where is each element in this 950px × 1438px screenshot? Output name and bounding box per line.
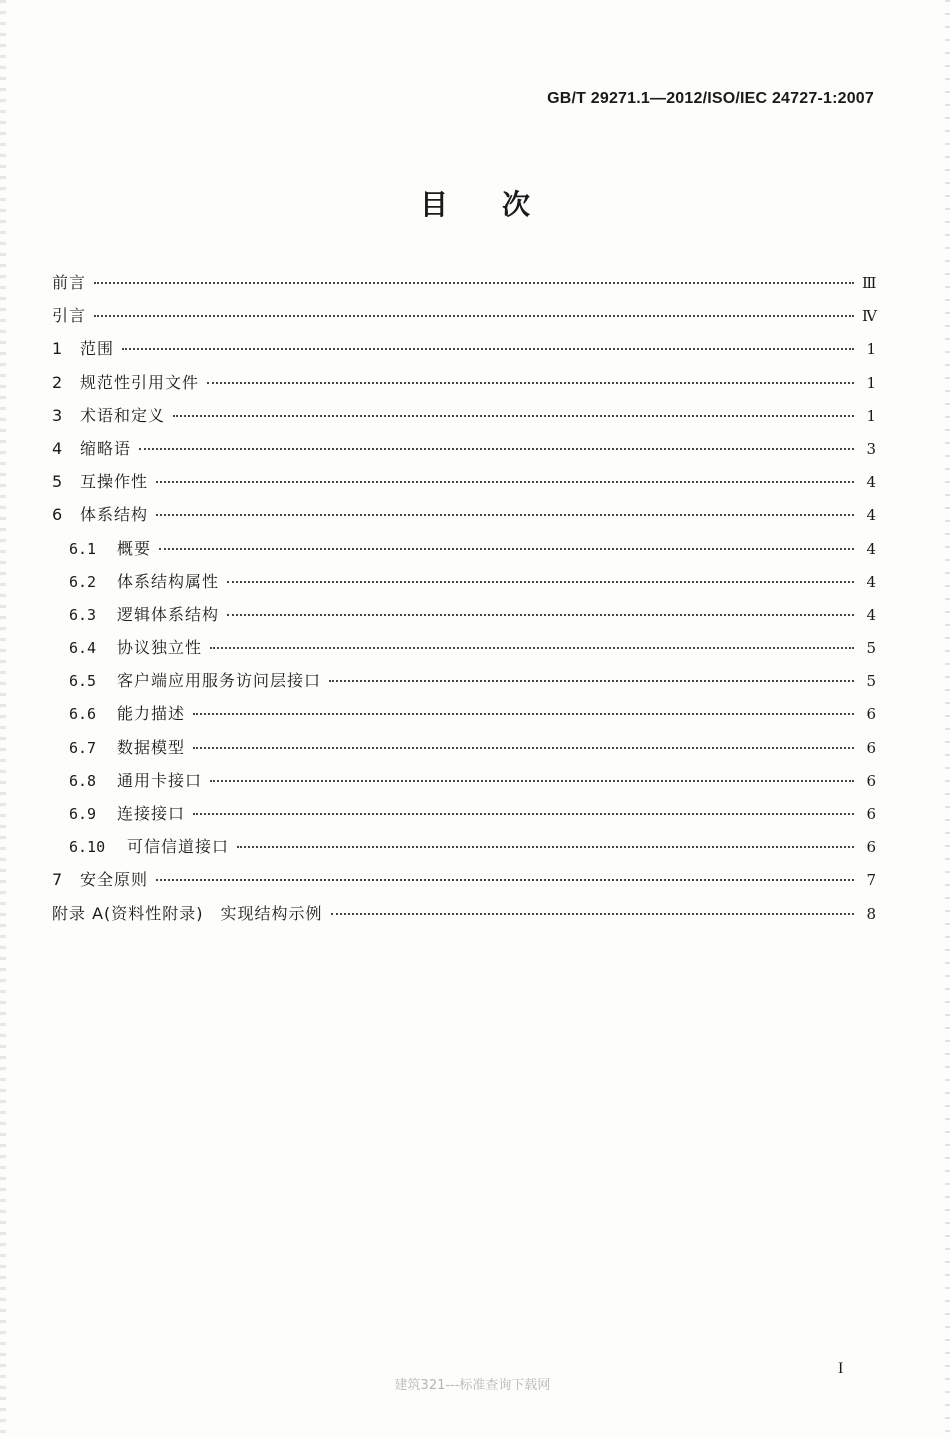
toc-entry-number: 6.1 (69, 539, 97, 558)
toc-entry-title: 逻辑体系结构 (117, 604, 220, 624)
toc-entry-number: 7 (52, 870, 63, 890)
toc-entry-number: 6.8 (69, 771, 97, 790)
dot-leader (159, 547, 854, 550)
toc-entry[interactable] (52, 436, 876, 469)
toc-entry-title: 能力描述 (117, 704, 186, 724)
toc-entry[interactable] (52, 536, 876, 569)
dot-leader (94, 281, 854, 284)
toc-entry-title: 通用卡接口 (117, 770, 203, 790)
dot-leader (207, 381, 854, 384)
toc-entry[interactable] (52, 701, 876, 734)
toc-entry-title: 互操作性 (80, 472, 149, 492)
dot-leader (331, 912, 854, 915)
toc-entry-page: 1 (866, 373, 876, 392)
toc-entry-page: 3 (866, 439, 876, 458)
toc-entry-title: 可信信道接口 (127, 837, 230, 857)
toc-entry[interactable] (52, 668, 876, 701)
dot-leader (94, 314, 854, 317)
dot-leader (193, 746, 854, 749)
toc-entry[interactable] (52, 336, 876, 369)
toc-entry-title: 前言 (52, 273, 87, 292)
toc-entry-title: 附录 A(资料性附录) 实现结构示例 (52, 903, 323, 923)
toc-entry-number: 6.9 (69, 805, 97, 823)
dot-leader (210, 779, 854, 782)
toc-entry-page: 6 (866, 771, 876, 790)
page-number: I (838, 1360, 844, 1377)
toc-entry-page: 8 (866, 904, 876, 923)
toc-entry-page: 5 (866, 639, 876, 658)
toc-entry-number: 6.4 (69, 639, 97, 658)
toc-entry-title: 客户端应用服务访问层接口 (117, 671, 322, 691)
toc-entry[interactable] (52, 403, 876, 436)
toc-entry-page: 4 (866, 539, 876, 558)
title-char-1: 目 (419, 188, 448, 221)
toc-entry[interactable] (52, 768, 876, 801)
dot-leader (156, 878, 854, 881)
toc-entry-title: 术语和定义 (80, 405, 166, 425)
toc-entry-title: 概要 (117, 538, 152, 558)
toc-entry-page: 1 (866, 406, 876, 425)
toc-entry-number: 1 (52, 339, 63, 359)
toc-entry[interactable] (52, 834, 876, 867)
toc-entry-page: 6 (866, 738, 876, 757)
toc-entry-title: 缩略语 (80, 438, 132, 458)
toc-entry-number: 6 (52, 505, 63, 525)
toc-entry[interactable] (52, 901, 876, 934)
toc-entry-title: 引言 (52, 306, 87, 326)
dot-leader (210, 646, 854, 649)
toc-entry[interactable] (52, 867, 876, 900)
toc-entry-number: 6.10 (69, 838, 106, 857)
dot-leader (227, 580, 854, 583)
dot-leader (156, 513, 854, 516)
toc-entry-page: Ⅳ (862, 307, 877, 326)
toc-entry-page: 4 (866, 605, 876, 624)
toc-entry-page: 4 (866, 572, 876, 591)
toc-entry-page: 4 (866, 506, 876, 525)
table-of-contents (52, 270, 876, 934)
dot-leader (156, 480, 854, 483)
dot-leader (227, 613, 854, 616)
toc-entry[interactable] (52, 602, 876, 635)
toc-entry-page: 6 (866, 705, 876, 724)
dot-leader (237, 845, 854, 848)
toc-entry[interactable] (52, 303, 876, 336)
toc-entry-number: 3 (52, 405, 63, 425)
toc-entry-title: 数据模型 (117, 737, 186, 757)
toc-entry-title: 体系结构 (80, 505, 149, 525)
toc-entry-title: 连接接口 (117, 804, 186, 823)
dot-leader (329, 679, 854, 682)
toc-entry[interactable] (52, 270, 876, 303)
toc-entry-page: 1 (866, 340, 876, 359)
toc-entry-page: Ⅲ (862, 274, 877, 292)
toc-entry[interactable] (52, 801, 876, 834)
toc-entry-number: 2 (52, 372, 63, 392)
toc-entry[interactable] (52, 635, 876, 668)
toc-entry-page: 6 (866, 838, 876, 857)
toc-entry-number: 4 (52, 438, 63, 458)
toc-entry[interactable] (52, 735, 876, 768)
toc-entry-page: 4 (866, 473, 876, 492)
toc-entry-page: 5 (866, 672, 876, 691)
standard-number: GB/T 29271.1—2012/ISO/IEC 24727-1:2007 (547, 90, 874, 107)
toc-entry-title: 范围 (80, 339, 115, 359)
toc-entry-page: 7 (866, 871, 876, 890)
toc-entry-number: 6.3 (69, 605, 97, 624)
toc-entry-number: 6.7 (69, 738, 97, 757)
toc-entry-title: 协议独立性 (117, 638, 203, 658)
toc-entry-number: 6.2 (69, 572, 97, 591)
watermark-footer: 建筑321---标准查询下载网 (394, 1378, 551, 1393)
toc-entry-page: 6 (866, 805, 876, 823)
toc-entry-number: 6.6 (69, 705, 97, 724)
toc-entry-title: 安全原则 (80, 870, 149, 890)
dot-leader (139, 447, 854, 450)
dot-leader (193, 812, 854, 815)
toc-entry[interactable] (52, 569, 876, 602)
dot-leader (122, 347, 854, 350)
dot-leader (173, 414, 854, 417)
toc-entry[interactable] (52, 469, 876, 502)
dot-leader (193, 712, 854, 715)
toc-entry[interactable] (52, 502, 876, 535)
page-title (0, 183, 950, 223)
toc-entry[interactable] (52, 370, 876, 403)
toc-entry-number: 5 (52, 472, 63, 492)
toc-entry-title: 规范性引用文件 (80, 372, 200, 392)
title-char-2: 次 (502, 188, 531, 221)
toc-entry-number: 6.5 (69, 672, 97, 691)
toc-entry-title: 体系结构属性 (117, 571, 220, 591)
